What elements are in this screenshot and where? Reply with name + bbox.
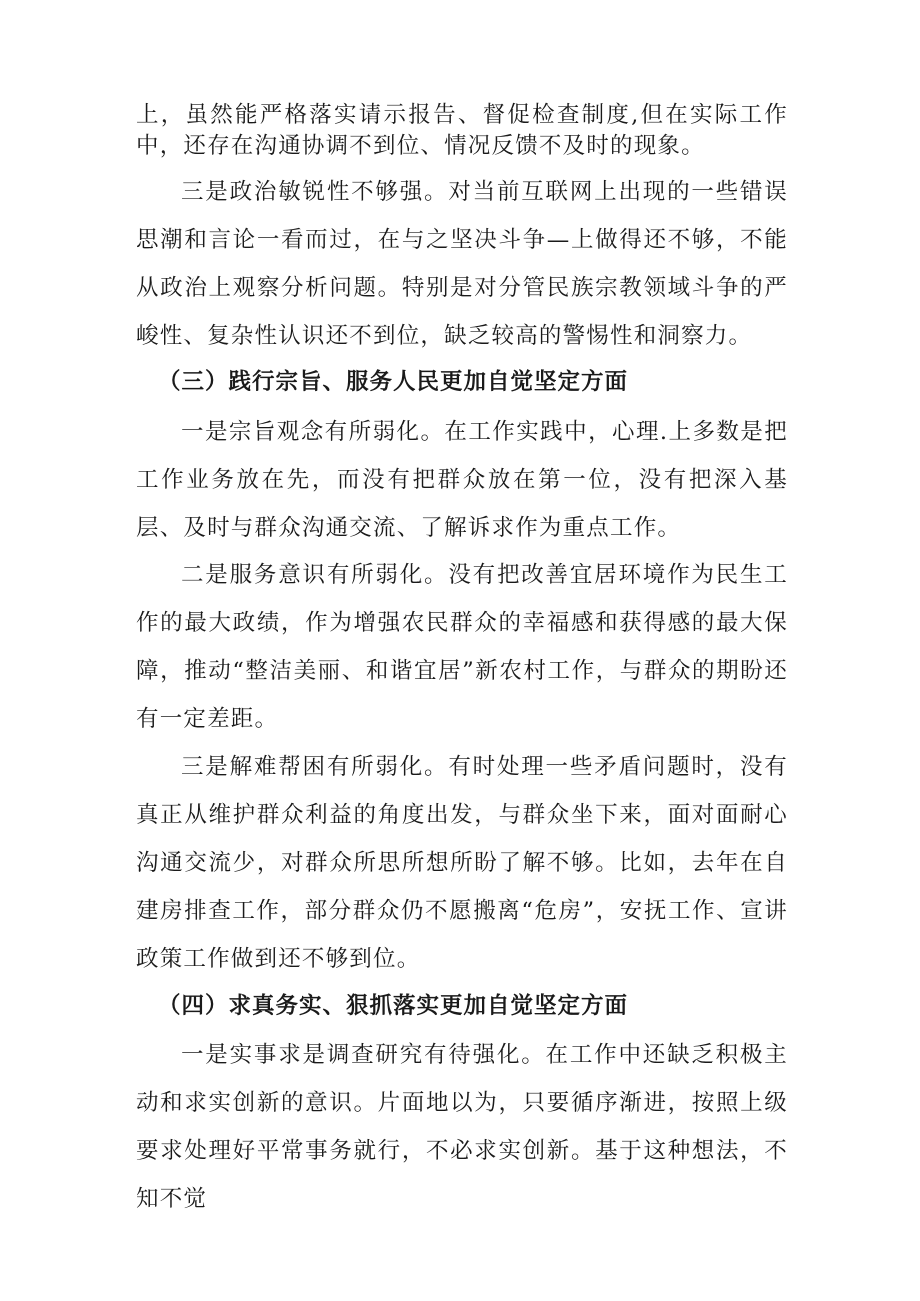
paragraph-continuation: 上，虽然能严格落实请示报告、督促检查制度,但在实际工作中，还存在沟通协调不到位、情况反馈不及时的现象。 (136, 102, 788, 159)
paragraph-purpose-concept: 一是宗旨观念有所弱化。在工作实践中，心理.上多数是把工作业务放在先，而没有把群众放在第一位，没有把深入基层、及时与群众沟通交流、了解诉求作为重点工作。 (136, 419, 788, 541)
paragraph-seeking-truth: 一是实事求是调查研究有待强化。在工作中还缺乏积极主动和求实创新的意识。片面地以为，只要循序渐进，按照上级要求处理好平常事务就行，不必求实创新。基于这种想法，不知不觉 (136, 1042, 788, 1212)
section-heading-three: （三）践行宗旨、服务人民更加自觉坚定方面 (158, 369, 629, 395)
paragraph-solving-difficulties: 三是解难帮困有所弱化。有时处理一些矛盾问题时，没有真正从维护群众利益的角度出发，与群众坐下来，面对面耐心沟通交流少，对群众所思所想所盼了解不够。比如，去年在自建房排查工作，部分群众仍不愿搬离“危房”，安抚工作、宣讲政策工作做到还不够到位。 (136, 754, 788, 972)
paragraph-service-awareness: 二是服务意识有所弱化。没有把改善宜居环境作为民生工作的最大政绩，作为增强农民群众的幸福感和获得感的最大保障，推动“整洁美丽、和谐宜居”新农村工作，与群众的期盼还有一定差距。 (136, 562, 788, 732)
section-heading-four: （四）求真务实、狠抓落实更加自觉坚定方面 (158, 993, 629, 1019)
paragraph-political-sensitivity: 三是政治敏锐性不够强。对当前互联网上出现的一些错误思潮和言论一看而过，在与之坚决斗争—上做得还不够，不能从政治上观察分析问题。特别是对分管民族宗教领域斗争的严峻性、复杂性认识还不到位，缺乏较高的警惕性和洞察力。 (136, 179, 788, 349)
